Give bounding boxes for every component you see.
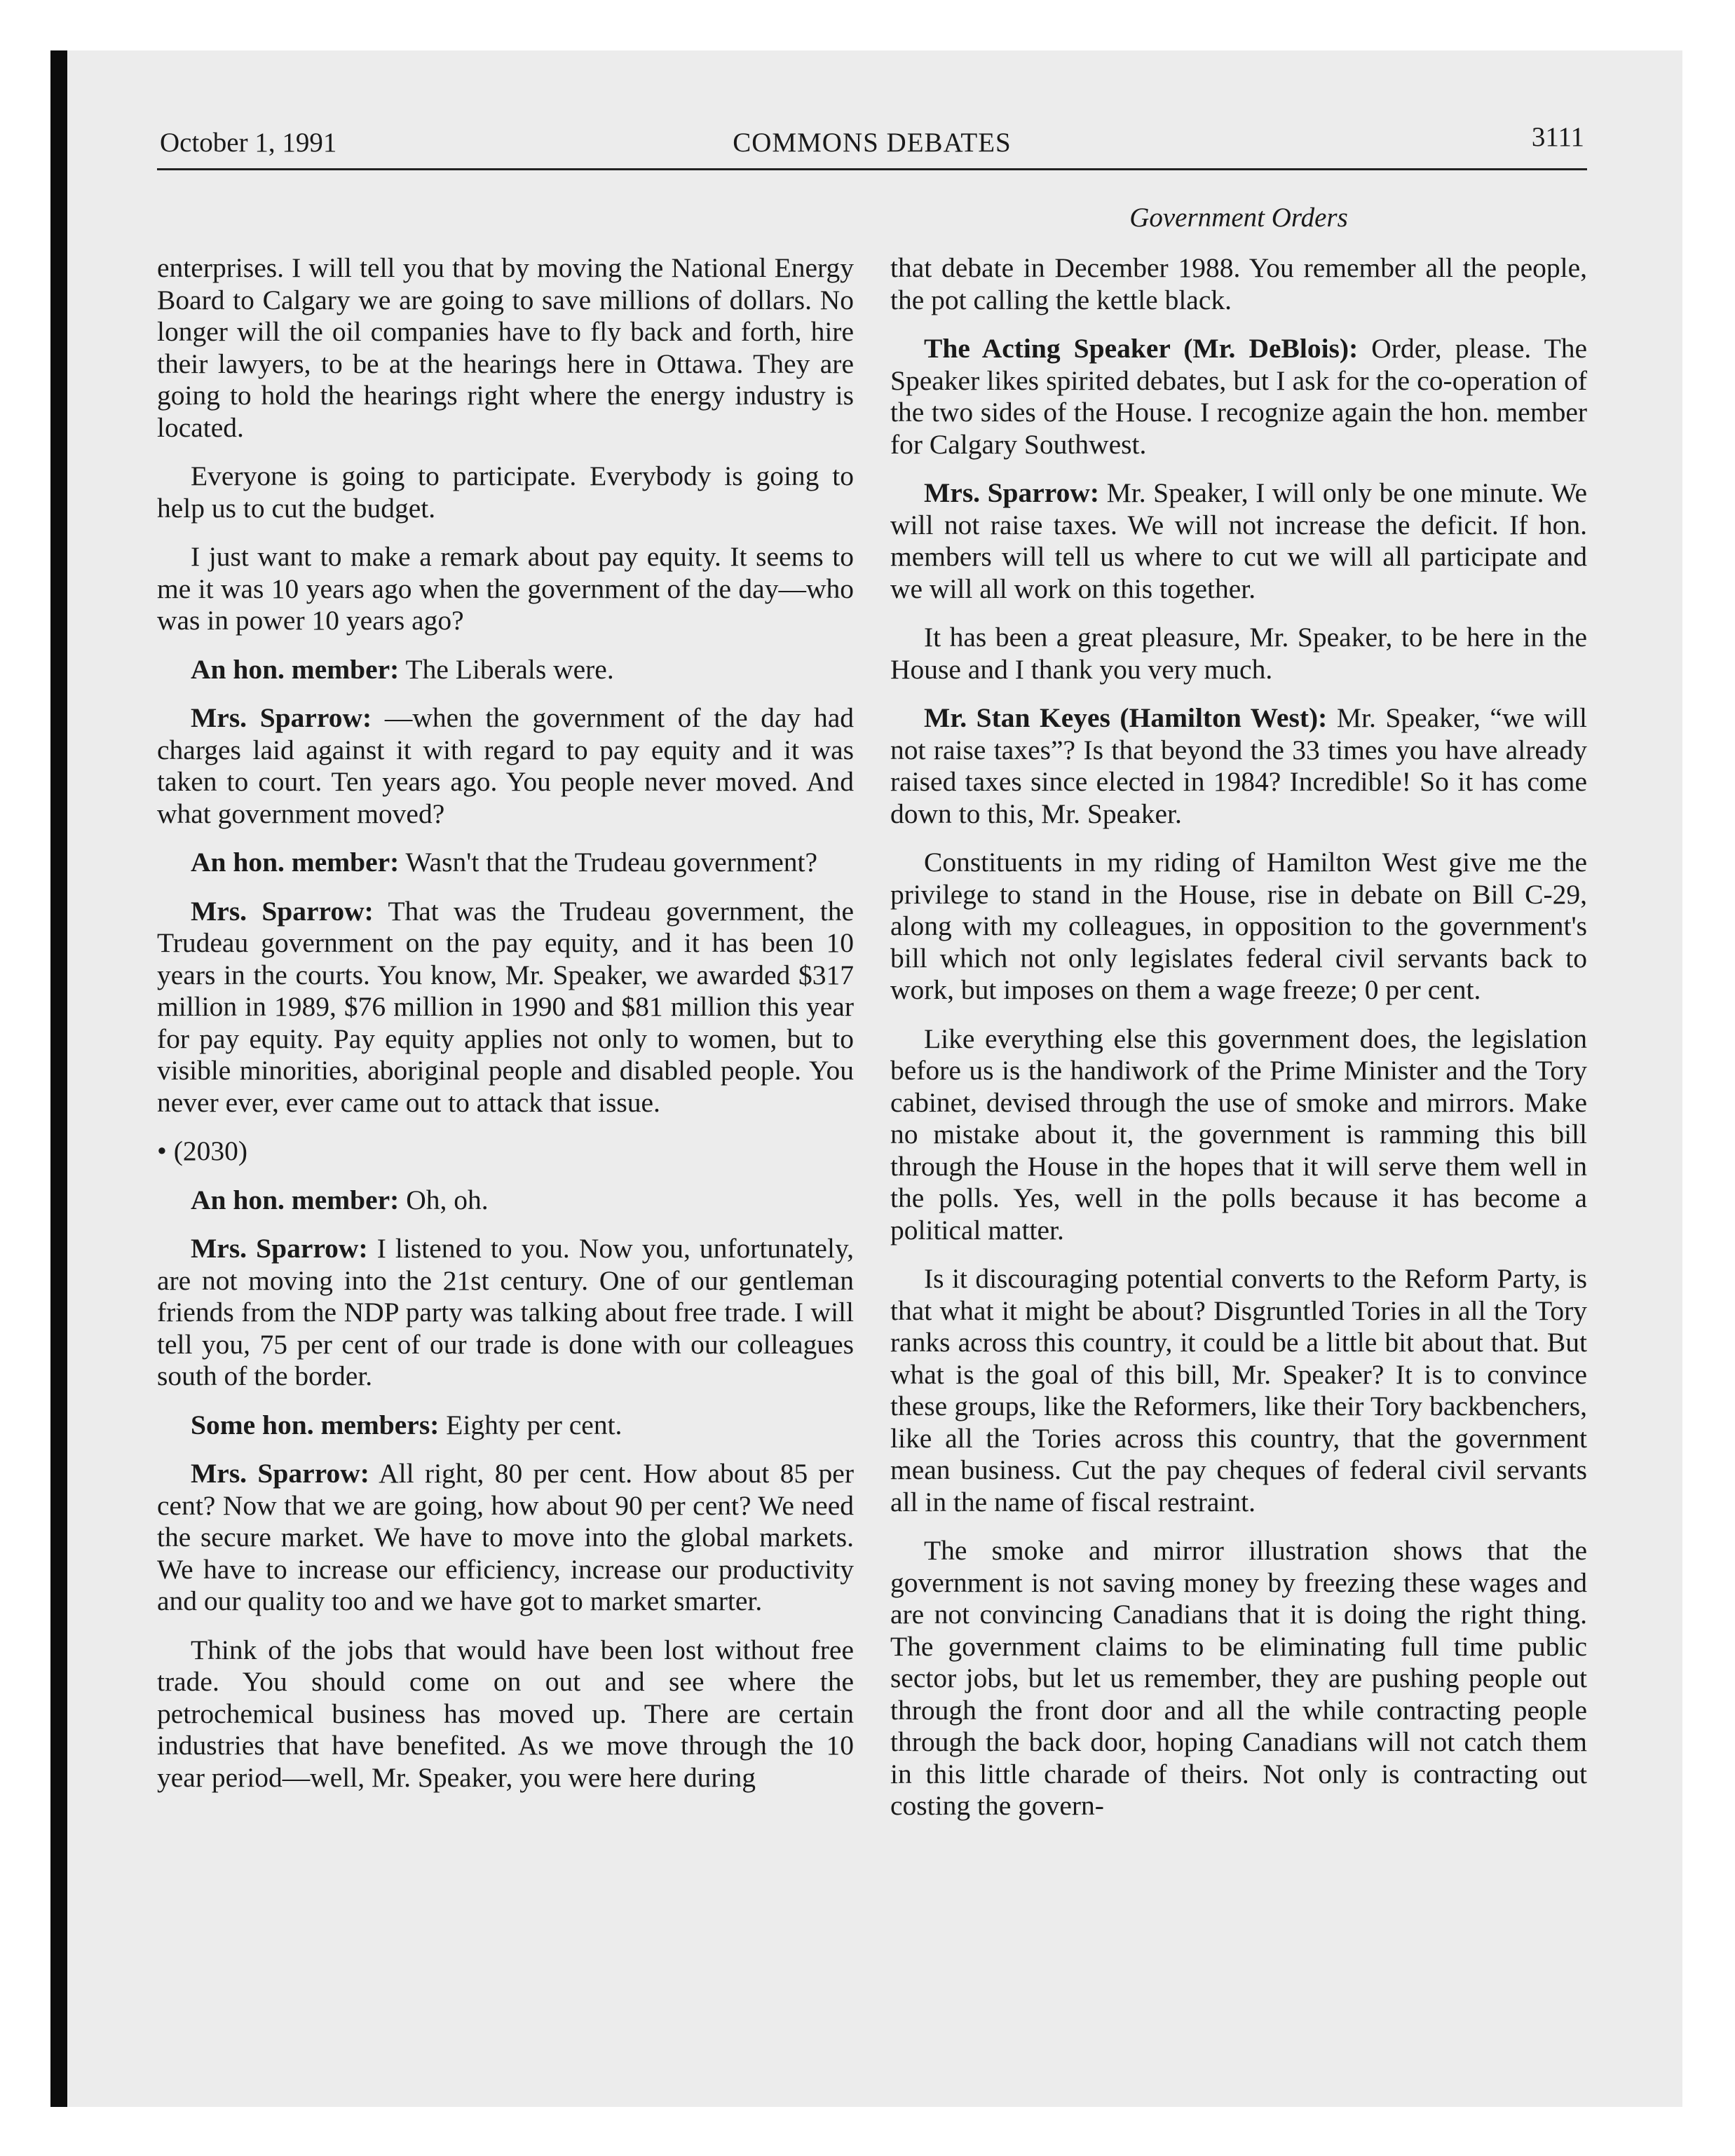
page-header	[157, 123, 1587, 165]
paragraph: The Acting Speaker (Mr. DeBlois): Order, please. The Speaker likes spirited debates, but I ask for the co-operation of the two sides of the House. I recognize again the hon. member for Calgary Southwest.	[890, 333, 1587, 460]
paragraph: Like everything else this government does, the legislation before us is the handiwork of the Prime Minister and the Tory cabinet, devised through the use of smoke and mirrors. Make no mistake about it, the government is ramming this bill through the House in the hopes that it will serve them well in the polls. Yes, well in the polls because it has become a political matter.	[890, 1023, 1587, 1246]
header-rule	[157, 168, 1587, 170]
paragraph: that debate in December 1988. You remember all the people, the pot calling the kettle black.	[890, 252, 1587, 315]
paragraph: Mrs. Sparrow: I listened to you. Now you, unfortunately, are not moving into the 21st century. One of our gentleman friends from the NDP party was talking about free trade. I will tell you, 75 per cent of our trade is done with our colleagues south of the border.	[157, 1233, 855, 1391]
paragraph: enterprises. I will tell you that by moving the National Energy Board to Calgary we are going to save millions of dollars. No longer will the oil companies have to fly back and forth, hire their lawyers, to be at the hearings here in Ottawa. They are going to hold the hearings right where the energy industry is located.	[157, 252, 854, 443]
header-title: COMMONS DEBATES	[733, 128, 1012, 158]
header-date: October 1, 1991	[160, 128, 337, 158]
paragraph: I just want to make a remark about pay equity. It seems to me it was 10 years ago when the government of the day—who was in power 10 years ago?	[157, 541, 854, 636]
page-number: 3111	[1531, 122, 1584, 152]
paragraph: It has been a great pleasure, Mr. Speaker, to be here in the House and I thank you very much.	[890, 622, 1587, 685]
left-column	[157, 252, 854, 1810]
timestamp-marker: • (2030)	[157, 1135, 248, 1166]
paragraph: An hon. member: Wasn't that the Trudeau government?	[191, 847, 818, 878]
paragraph: The smoke and mirror illustration shows that the government is not saving money by freezing these wages and are not convincing Canadians that it is doing the right thing. The government claims to be eliminating full time public sector jobs, but let us remember, they are pushing people out through the front door and all the while contracting people through the back door, hoping Canadians will not catch them in this little charade of theirs. Not only is contracting out costing the govern-	[890, 1535, 1587, 1821]
scan-binding-edge	[50, 50, 67, 2107]
paragraph: Constituents in my riding of Hamilton West give me the privilege to stand in the House, rise in debate on Bill C-29, along with my colleagues, in opposition to the government's bill which not only legislates federal civil servants back to work, but imposes on them a wage freeze; 0 per cent.	[890, 847, 1587, 1005]
paragraph: Mrs. Sparrow: All right, 80 per cent. How about 85 per cent? Now that we are going, how about 90 per cent? We need the secure market. We have to move into the global markets. We have to increase our efficiency, increase our productivity and our quality too and we have got to market smarter.	[157, 1458, 854, 1616]
right-column	[890, 252, 1587, 1839]
section-label: Government Orders	[1129, 203, 1348, 233]
paragraph: Think of the jobs that would have been lost without free trade. You should come on out and see where the petrochemical business has moved up. There are certain industries that have benefited. As we move through the 10 year period—well, Mr. Speaker, you were here during	[157, 1634, 854, 1793]
paragraph: Mr. Stan Keyes (Hamilton West): Mr. Speaker, “we will not raise taxes”? Is that beyond the 33 times you have already raised taxes since elected in 1984? Incredible! So it has come down to this, Mr. Speaker.	[890, 702, 1588, 829]
paragraph: Mrs. Sparrow: Mr. Speaker, I will only be one minute. We will not raise taxes. We will not increase the deficit. If hon. members will tell us where to cut we will all participate and we will all work on this together.	[890, 477, 1588, 604]
paragraph: An hon. member: The Liberals were.	[191, 653, 614, 685]
paragraph: Is it discouraging potential converts to the Reform Party, is that what it might be about? Disgruntled Tories in all the Tory ranks across this country, it could be a little bit about that. But what is the goal of this bill, Mr. Speaker? It is to convince these groups, like the Reformers, like their Tory backbenchers, like all the Tories across this country, that the government mean business. Cut the pay cheques of federal civil servants all in the name of fiscal restraint.	[890, 1263, 1587, 1517]
paragraph: Everyone is going to participate. Everybody is going to help us to cut the budget.	[157, 460, 854, 524]
paragraph: Some hon. members: Eighty per cent.	[191, 1409, 622, 1440]
paragraph: An hon. member: Oh, oh.	[191, 1184, 489, 1215]
paragraph: Mrs. Sparrow: —when the government of the day had charges laid against it with regard to pay equity and it was taken to court. Ten years ago. You people never moved. And what government moved?	[157, 702, 854, 829]
paragraph: Mrs. Sparrow: That was the Trudeau government, the Trudeau government on the pay equity, and it has been 10 years in the courts. You know, Mr. Speaker, we awarded $317 million in 1989, $76 million in 1990 and $81 million this year for pay equity. Pay equity applies not only to women, but to visible minorities, aboriginal people and disabled people. You never ever, ever came out to attack that issue.	[157, 895, 854, 1118]
